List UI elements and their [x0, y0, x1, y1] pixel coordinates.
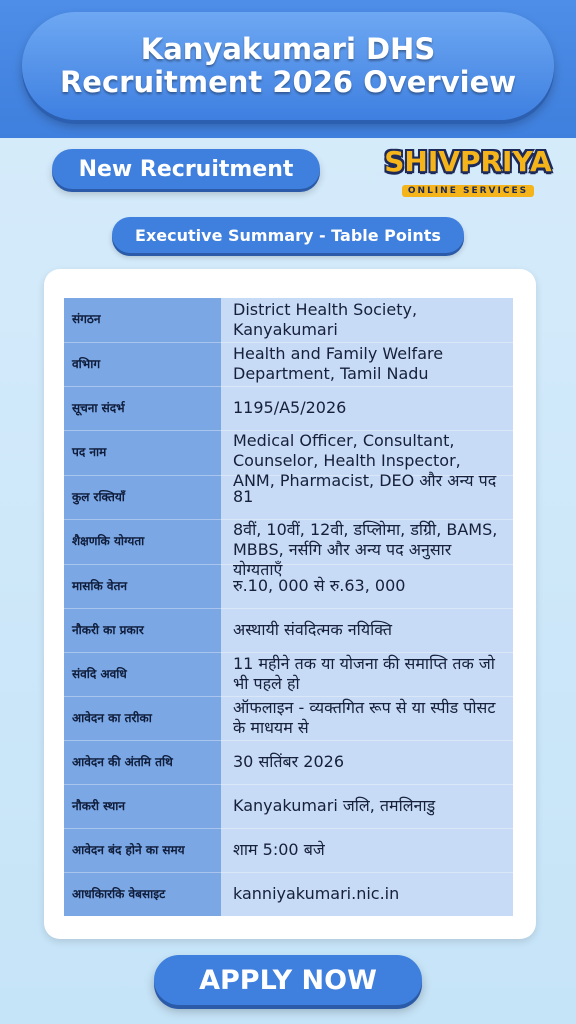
shivpriya-logo [382, 146, 554, 198]
row-label: आवेदन बंद होने का समय [64, 828, 221, 872]
apply-now-label: APPLY NOW [199, 964, 377, 996]
row-label: नौकरी स्थान [64, 784, 221, 828]
table-row [64, 386, 513, 430]
table-row [64, 298, 513, 342]
row-label: आवेदन की अंतमि तथि [64, 740, 221, 784]
row-label: कुल रक्तियाँ [64, 475, 221, 519]
row-label: संगठन [64, 298, 221, 342]
row-value [221, 696, 513, 740]
row-value-text: रु.10, 000 से रु.63, 000 [233, 576, 406, 595]
table-row [64, 828, 513, 872]
row-value-text: 11 महीने तक या योजना की समाप्ति तक जो भी पहले हो [233, 654, 495, 693]
row-value [221, 608, 513, 652]
table-row [64, 740, 513, 784]
row-value[interactable] [221, 872, 513, 916]
row-value-text: Health and Family Welfare Department, Tamil Nadu [233, 344, 444, 383]
row-value-text: 8वीं, 10वीं, 12वी, डप्लिोमा, डग्रिी, BAMS, MBBS, नर्सगि और अन्य पद अनुसार योग्यताएँ [233, 519, 498, 579]
table-row [64, 696, 513, 740]
summary-table [64, 298, 513, 917]
row-value-text: Kanyakumari जलि, तमलिनाडु [233, 796, 436, 815]
row-value-text: अस्थायी संवदित्मक नयिक्ति [233, 620, 392, 639]
logo-tagline: ONLINE SERVICES [402, 185, 534, 197]
row-label: शैक्षणकि योग्यता [64, 519, 221, 564]
row-value [221, 430, 513, 490]
table-row [64, 784, 513, 828]
row-label: पद नाम [64, 430, 221, 475]
row-label: मासकि वेतन [64, 564, 221, 608]
table-row [64, 872, 513, 916]
row-value-text: kanniyakumari.nic.in [233, 884, 400, 903]
row-label: नौकरी का प्रकार [64, 608, 221, 652]
table-row [64, 652, 513, 696]
row-label: आधकिारकि वेबसाइट [64, 872, 221, 916]
row-value [221, 740, 513, 784]
row-value-text: ऑफलाइन - व्यक्तगित रूप से या स्पीड पोसट के माधयम से [233, 698, 496, 737]
section-heading-label: Executive Summary - Table Points [135, 225, 441, 245]
row-label: आवेदन का तरीका [64, 696, 221, 740]
section-heading [112, 217, 464, 253]
table-row [64, 430, 513, 475]
row-value-text: Medical Officer, Consultant, Counselor, Health Inspector, ANM, Pharmacist, DEO और अन्य पद [233, 430, 497, 490]
logo-brand-text: SHIVPRIYA [384, 145, 552, 178]
row-value [221, 652, 513, 696]
new-recruitment-label: New Recruitment [78, 156, 294, 182]
row-value-text: 81 [233, 487, 254, 506]
table-row [64, 608, 513, 652]
apply-now-button[interactable] [154, 955, 422, 1005]
page-title-banner [22, 12, 554, 120]
row-value [221, 519, 513, 579]
row-value [221, 828, 513, 872]
row-value-text: 30 सतिंबर 2026 [233, 752, 345, 771]
table-row [64, 519, 513, 564]
row-value [221, 298, 513, 342]
row-label: वभिाग [64, 342, 221, 386]
table-row [64, 342, 513, 386]
row-label: सूचना संदर्भ [64, 386, 221, 430]
row-value [221, 784, 513, 828]
new-recruitment-badge[interactable] [52, 149, 320, 189]
row-label: संवदि अवधि [64, 652, 221, 696]
row-value-text: District Health Society, Kanyakumari [233, 299, 418, 339]
page-title: Kanyakumari DHS Recruitment 2026 Overview [59, 32, 517, 99]
table-row [64, 564, 513, 608]
row-value [221, 342, 513, 386]
row-value-text: शाम 5:00 बजे [233, 840, 325, 859]
row-value [221, 386, 513, 430]
row-value-text: 1195/A5/2026 [233, 398, 347, 417]
